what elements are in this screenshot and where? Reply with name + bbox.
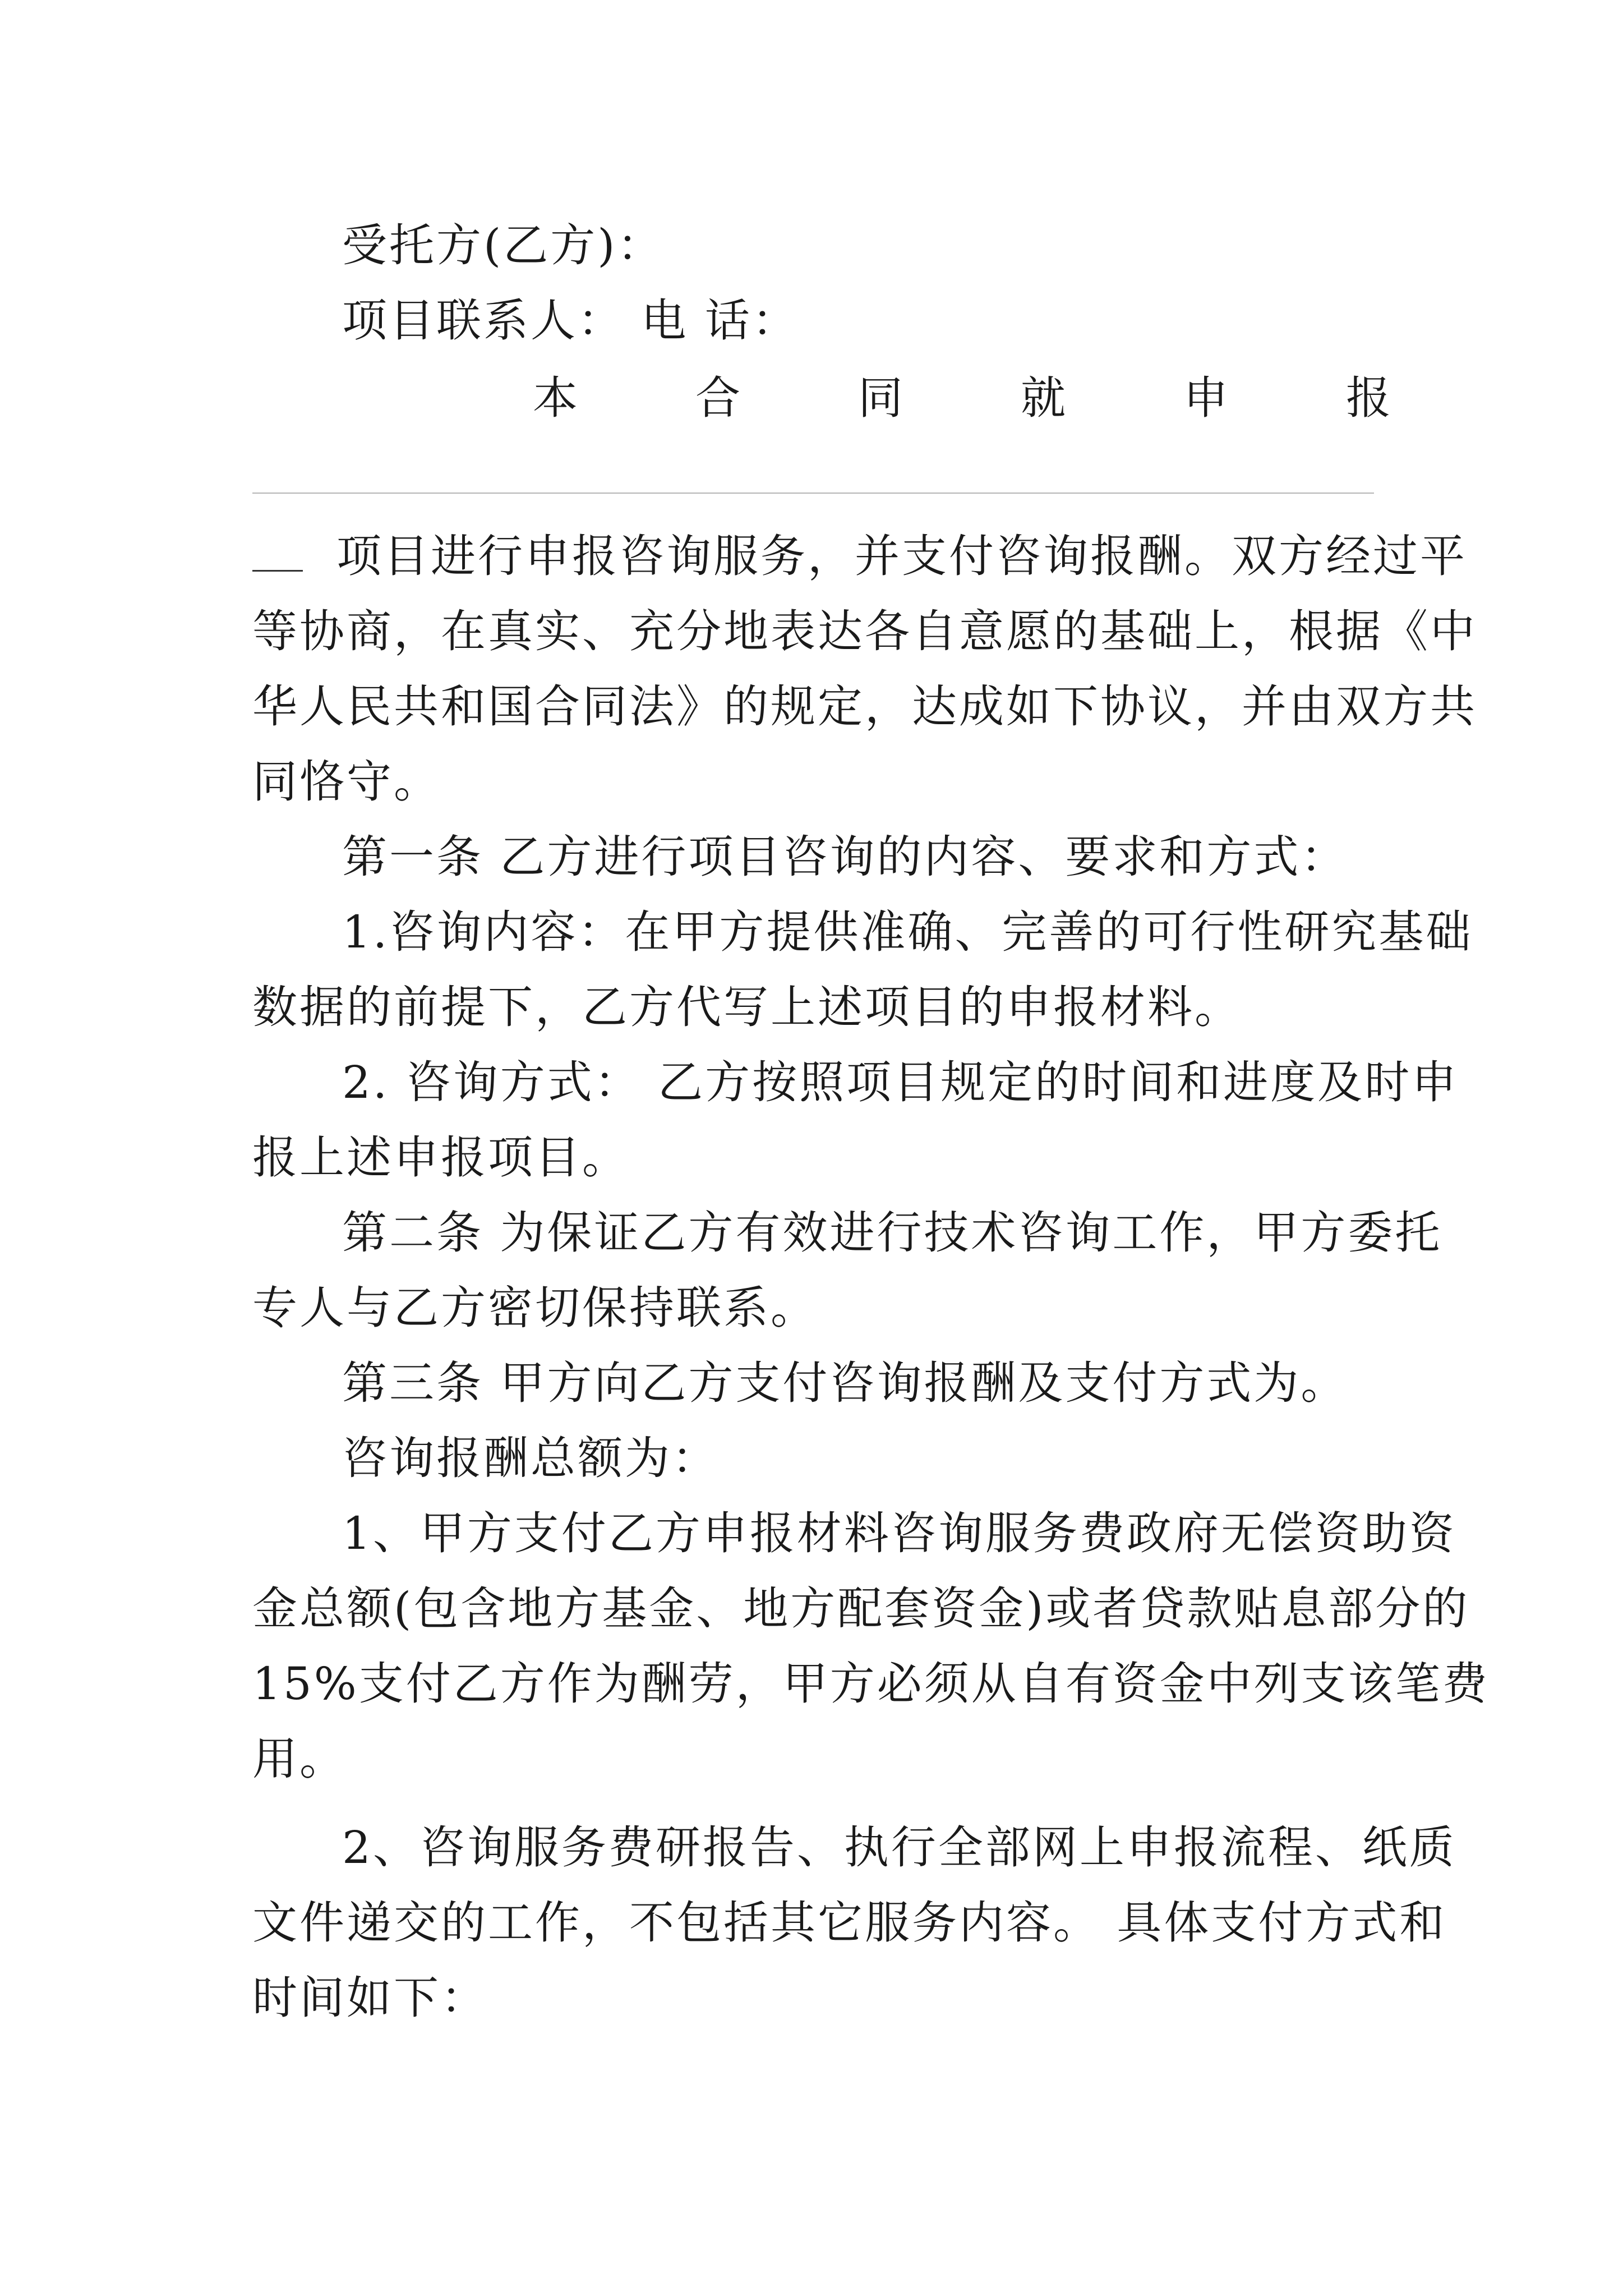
article1-item2-cont: 报上述申报项目。 — [252, 1131, 629, 1184]
contact-line: 项目联系人： 电 话： — [342, 295, 799, 347]
blank-underline — [252, 570, 303, 572]
entrusted-party-line: 受托方(乙方)： — [342, 219, 665, 272]
article3-item1: 1、甲方支付乙方申报材料咨询服务费政府无偿资助资 — [342, 1507, 1456, 1559]
article3-item2-cont: 时间如下： — [252, 1972, 488, 2024]
article3-item2: 2、咨询服务费研报告、执行全部网上申报流程、纸质 — [342, 1821, 1456, 1874]
article3-item1-cont: 用。 — [252, 1733, 347, 1785]
spread-char: 就 — [1021, 372, 1066, 424]
spread-char: 申 — [1183, 372, 1228, 424]
intro-line: 等协商，在真实、充分地表达各自意愿的基础上，根据《中 — [252, 605, 1477, 657]
article1-item1: 1.咨询内容：在甲方提供准确、完善的可行性研究基础 — [342, 906, 1473, 958]
article3-item1-cont: 15%支付乙方作为酬劳，甲方必须从自有资金中列支该笔费 — [252, 1658, 1490, 1710]
project-name-fill-line — [252, 493, 1374, 494]
spread-char: 合 — [695, 372, 740, 424]
article2-line-cont: 专人与乙方密切保持联系。 — [252, 1282, 818, 1334]
article3-title: 第三条 甲方向乙方支付咨询报酬及支付方式为。 — [342, 1357, 1348, 1409]
intro-line: 同恪守。 — [252, 756, 441, 808]
article1-item1-cont: 数据的前提下，乙方代写上述项目的申报材料。 — [252, 981, 1242, 1033]
intro-text: 项目进行申报咨询服务，并支付咨询报酬。双方经过平 — [336, 530, 1467, 582]
intro-line: 华人民共和国合同法》的规定，达成如下协议，并由双方共 — [252, 680, 1477, 733]
intro-line — [252, 517, 1467, 596]
contract-scope-spread-line — [533, 359, 1391, 438]
spread-char: 本 — [533, 372, 578, 424]
article3-item1-cont: 金总额(包含地方基金、地方配套资金)或者贷款贴息部分的 — [252, 1582, 1470, 1635]
article2-line: 第二条 为保证乙方有效进行技术咨询工作，甲方委托 — [342, 1207, 1442, 1259]
article3-item2-cont: 文件递交的工作，不包括其它服务内容。 具体支付方式和 — [252, 1897, 1447, 1949]
article1-title: 第一条 乙方进行项目咨询的内容、要求和方式： — [342, 831, 1348, 883]
article1-item2: 2. 咨询方式： 乙方按照项目规定的时间和进度及时申 — [342, 1056, 1459, 1108]
article3-total: 咨询报酬总额为： — [342, 1432, 719, 1484]
spread-char: 同 — [858, 372, 903, 424]
spread-char: 报 — [1346, 372, 1391, 424]
